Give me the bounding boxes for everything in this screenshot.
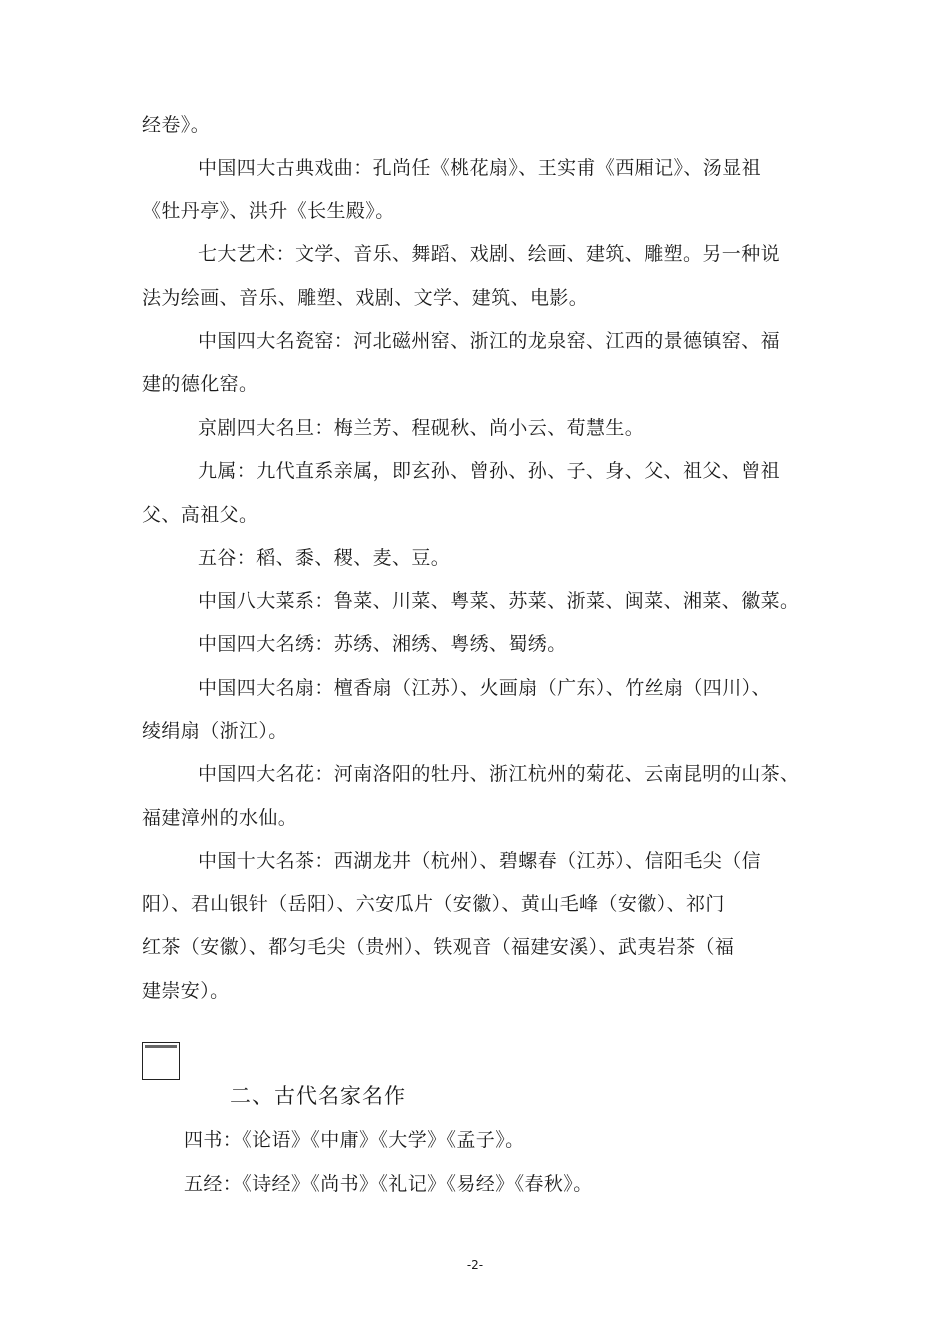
text-line: 中国四大古典戏曲：孔尚任《桃花扇》、王实甫《西厢记》、汤显祖 — [198, 157, 762, 179]
text-line: 绫绢扇（浙江）。 — [142, 720, 288, 742]
text-line: 建的德化窑。 — [142, 373, 259, 395]
image-placeholder-box — [142, 1042, 180, 1080]
text-line: 中国四大名扇：檀香扇（江苏）、火画扇（广东）、竹丝扇（四川）、 — [198, 677, 771, 699]
text-line: 九属：九代直系亲属，即玄孙、曾孙、孙、子、身、父、祖父、曾祖 — [198, 460, 781, 482]
text-line: 京剧四大名旦：梅兰芳、程砚秋、尚小云、荀慧生。 — [198, 417, 645, 439]
text-line: 法为绘画、音乐、雕塑、戏剧、文学、建筑、电影。 — [142, 287, 589, 309]
text-line: 五谷：稻、黍、稷、麦、豆。 — [198, 547, 451, 569]
text-line: 中国四大名瓷窑：河北磁州窑、浙江的龙泉窑、江西的景德镇窑、福 — [198, 330, 781, 352]
text-line: 建崇安）。 — [142, 980, 230, 1002]
placeholder-stripe — [145, 1045, 177, 1048]
text-line: 中国十大名茶：西湖龙井（杭州）、碧螺春（江苏）、信阳毛尖（信 — [198, 850, 762, 872]
page-number: -2- — [466, 1258, 484, 1272]
text-line: 中国八大菜系：鲁菜、川菜、粤菜、苏菜、浙菜、闽菜、湘菜、徽菜。 — [198, 590, 800, 612]
text-line: 中国四大名花：河南洛阳的牡丹、浙江杭州的菊花、云南昆明的山茶、 — [198, 763, 800, 785]
text-line: 阳）、君山银针（岳阳）、六安瓜片（安徽）、黄山毛峰（安徽）、祁门 — [142, 893, 725, 915]
section-heading: 二、古代名家名作 — [230, 1084, 406, 1108]
text-line: 《牡丹亭》、洪升《长生殿》。 — [142, 200, 395, 222]
text-line: 父、高祖父。 — [142, 504, 259, 526]
text-line: 中国四大名绣：苏绣、湘绣、粤绣、蜀绣。 — [198, 633, 567, 655]
text-line: 七大艺术：文学、音乐、舞蹈、戏剧、绘画、建筑、雕塑。另一种说 — [198, 243, 781, 265]
text-line: 经卷》。 — [142, 114, 211, 136]
text-line: 福建漳州的水仙。 — [142, 807, 298, 829]
text-line: 五经：《诗经》《尚书》《礼记》《易经》《春秋》。 — [184, 1173, 593, 1195]
text-line: 四书：《论语》《中庸》《大学》《孟子》。 — [184, 1129, 525, 1151]
text-line: 红茶（安徽）、都匀毛尖（贵州）、铁观音（福建安溪）、武夷岩茶（福 — [142, 936, 735, 958]
